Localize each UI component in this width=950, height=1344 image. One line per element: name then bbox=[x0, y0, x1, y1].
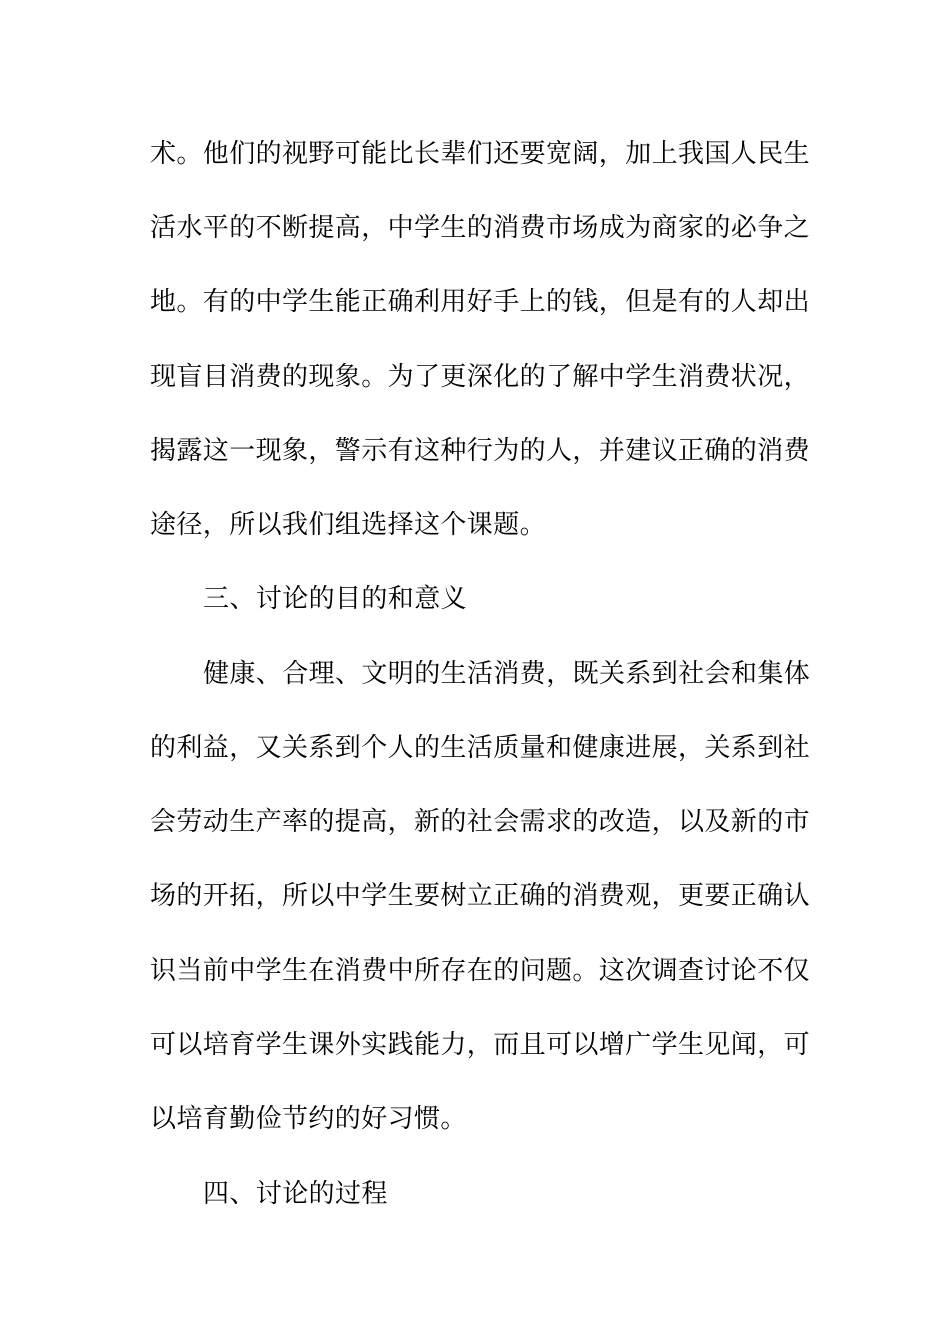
paragraph-line: 术。他们的视野可能比长辈们还要宽阔，加上我国人民生 bbox=[150, 139, 811, 169]
paragraph-line: 现盲目消费的现象。为了更深化的了解中学生消费状况， bbox=[150, 362, 811, 392]
paragraph-line: 活水平的不断提高，中学生的消费市场成为商家的必争之 bbox=[150, 213, 811, 243]
paragraph-line: 的利益，又关系到个人的生活质量和健康进展，关系到社 bbox=[150, 733, 811, 763]
paragraph-line: 识当前中学生在消费中所存在的问题。这次调查讨论不仅 bbox=[150, 956, 811, 986]
paragraph-line: 健康、合理、文明的生活消费，既关系到社会和集体 bbox=[203, 659, 811, 689]
section-heading: 三、讨论的目的和意义 bbox=[203, 584, 468, 614]
paragraph-line: 途径，所以我们组选择这个课题。 bbox=[150, 510, 547, 540]
section-heading: 四、讨论的过程 bbox=[203, 1179, 388, 1209]
paragraph-line: 地。有的中学生能正确利用好手上的钱，但是有的人却出 bbox=[150, 287, 811, 317]
paragraph-line: 以培育勤俭节约的好习惯。 bbox=[150, 1104, 467, 1134]
paragraph-line: 场的开拓，所以中学生要树立正确的消费观，更要正确认 bbox=[150, 881, 811, 911]
paragraph-line: 会劳动生产率的提高，新的社会需求的改造，以及新的市 bbox=[150, 807, 811, 837]
paragraph-line: 可以培育学生课外实践能力，而且可以增广学生见闻，可 bbox=[150, 1030, 811, 1060]
paragraph-line: 揭露这一现象，警示有这种行为的人，并建议正确的消费 bbox=[150, 436, 811, 466]
